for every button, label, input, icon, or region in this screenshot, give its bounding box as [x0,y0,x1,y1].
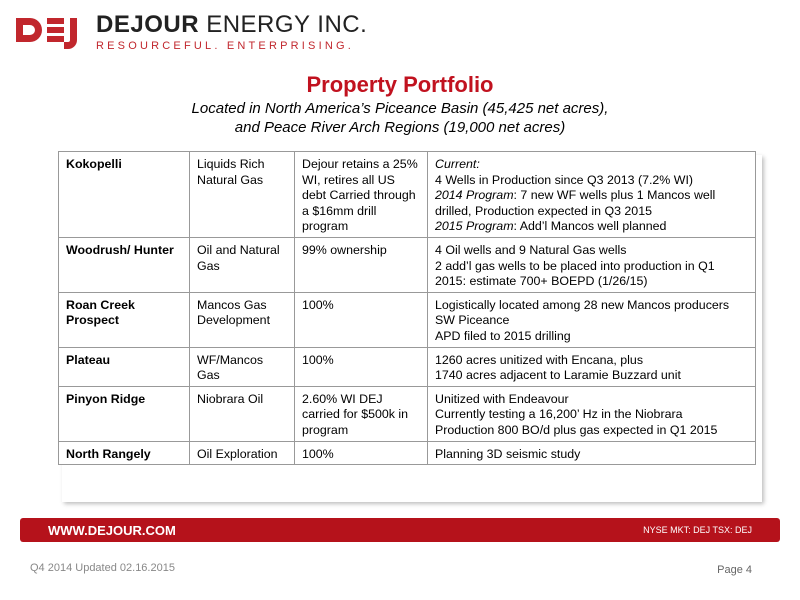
company-name: DEJOUR ENERGY INC. [96,11,368,38]
type-cell: Niobrara Oil [190,386,295,441]
footer-bar [20,518,780,542]
ownership-cell: 99% ownership [295,237,428,292]
note-line [435,407,748,423]
property-cell: Plateau [59,347,190,386]
note-prefix: 2015 Program [435,219,514,234]
note-line [435,353,748,369]
type-cell: Oil Exploration [190,441,295,465]
note-text: Unitized with Endeavour [435,391,569,406]
note-text: 4 Oil wells and 9 Natural Gas wells [435,242,627,257]
stock-tickers: NYSE MKT: DEJ TSX: DEJ [643,525,752,535]
note-line [435,157,748,173]
note-line [435,173,748,189]
property-cell: North Rangely [59,441,190,465]
note-text: : Add’l Mancos well planned [513,219,667,234]
note-text: 1260 acres unitized with Encana, plus [435,352,644,367]
company-logo [14,12,367,52]
note-line [435,188,748,219]
type-cell: WF/Mancos Gas [190,347,295,386]
note-text: Production 800 BO/d plus gas expected in Q1 2015 [435,422,718,437]
property-cell: Roan Creek Prospect [59,292,190,347]
table-row [59,292,756,347]
notes-cell [428,347,756,386]
notes-cell [428,441,756,465]
company-tagline: RESOURCEFUL. ENTERPRISING. [96,40,355,52]
note-text: 2 add’l gas wells to be placed into production in Q1 2015: estimate 700+ BOEPD (1/26/15) [435,258,715,289]
notes-cell [428,292,756,347]
note-text: Planning 3D seismic study [435,446,581,461]
note-line [435,329,748,345]
note-line [435,447,748,463]
notes-cell [428,237,756,292]
note-line [435,259,748,290]
note-text: Currently testing a 16,200’ Hz in the Niobrara [435,407,683,422]
property-cell: Woodrush/ Hunter [59,237,190,292]
note-prefix: 2014 Program [435,188,514,203]
property-table [58,151,756,465]
note-line [435,243,748,259]
note-line [435,298,748,329]
type-cell: Liquids Rich Natural Gas [190,152,295,238]
ownership-cell: 2.60% WI DEJ carried for $500k in program [295,386,428,441]
page-number: Page 4 [717,564,752,576]
table-row [59,386,756,441]
ownership-cell: 100% [295,292,428,347]
ownership-cell: 100% [295,441,428,465]
type-cell: Oil and Natural Gas [190,237,295,292]
table-row [59,237,756,292]
note-line [435,368,748,384]
notes-cell [428,152,756,238]
note-text: Logistically located among 28 new Mancos producers SW Piceance [435,297,730,328]
note-text: : 7 new WF wells plus 1 Mancos well drilled, Production expected in Q3 2015 [435,188,716,218]
note-line [435,219,748,235]
ownership-cell: 100% [295,347,428,386]
updated-date: Q4 2014 Updated 02.16.2015 [30,562,175,574]
ownership-cell: Dejour retains a 25% WI, retires all US debt Carried through a $16mm drill program [295,152,428,238]
table-row [59,152,756,238]
website-link[interactable]: WWW.DEJOUR.COM [48,523,176,538]
dej-logo-icon [14,12,88,52]
slide-title: Property Portfolio [306,72,494,97]
note-line [435,423,748,439]
table-row [59,441,756,465]
property-cell: Kokopelli [59,152,190,238]
note-text: APD filed to 2015 drilling [435,328,571,343]
notes-cell [428,386,756,441]
slide-subtitle: Located in North America’s Piceance Basin (45,425 net acres), and Peace River Arch Regions (19,000 net acres) [191,100,609,136]
property-cell: Pinyon Ridge [59,386,190,441]
note-text: 1740 acres adjacent to Laramie Buzzard unit [435,368,681,383]
type-cell: Mancos Gas Development [190,292,295,347]
note-prefix: Current: [435,157,480,171]
note-line [435,392,748,408]
note-text: 4 Wells in Production since Q3 2013 (7.2% WI) [435,172,694,187]
table-row [59,347,756,386]
